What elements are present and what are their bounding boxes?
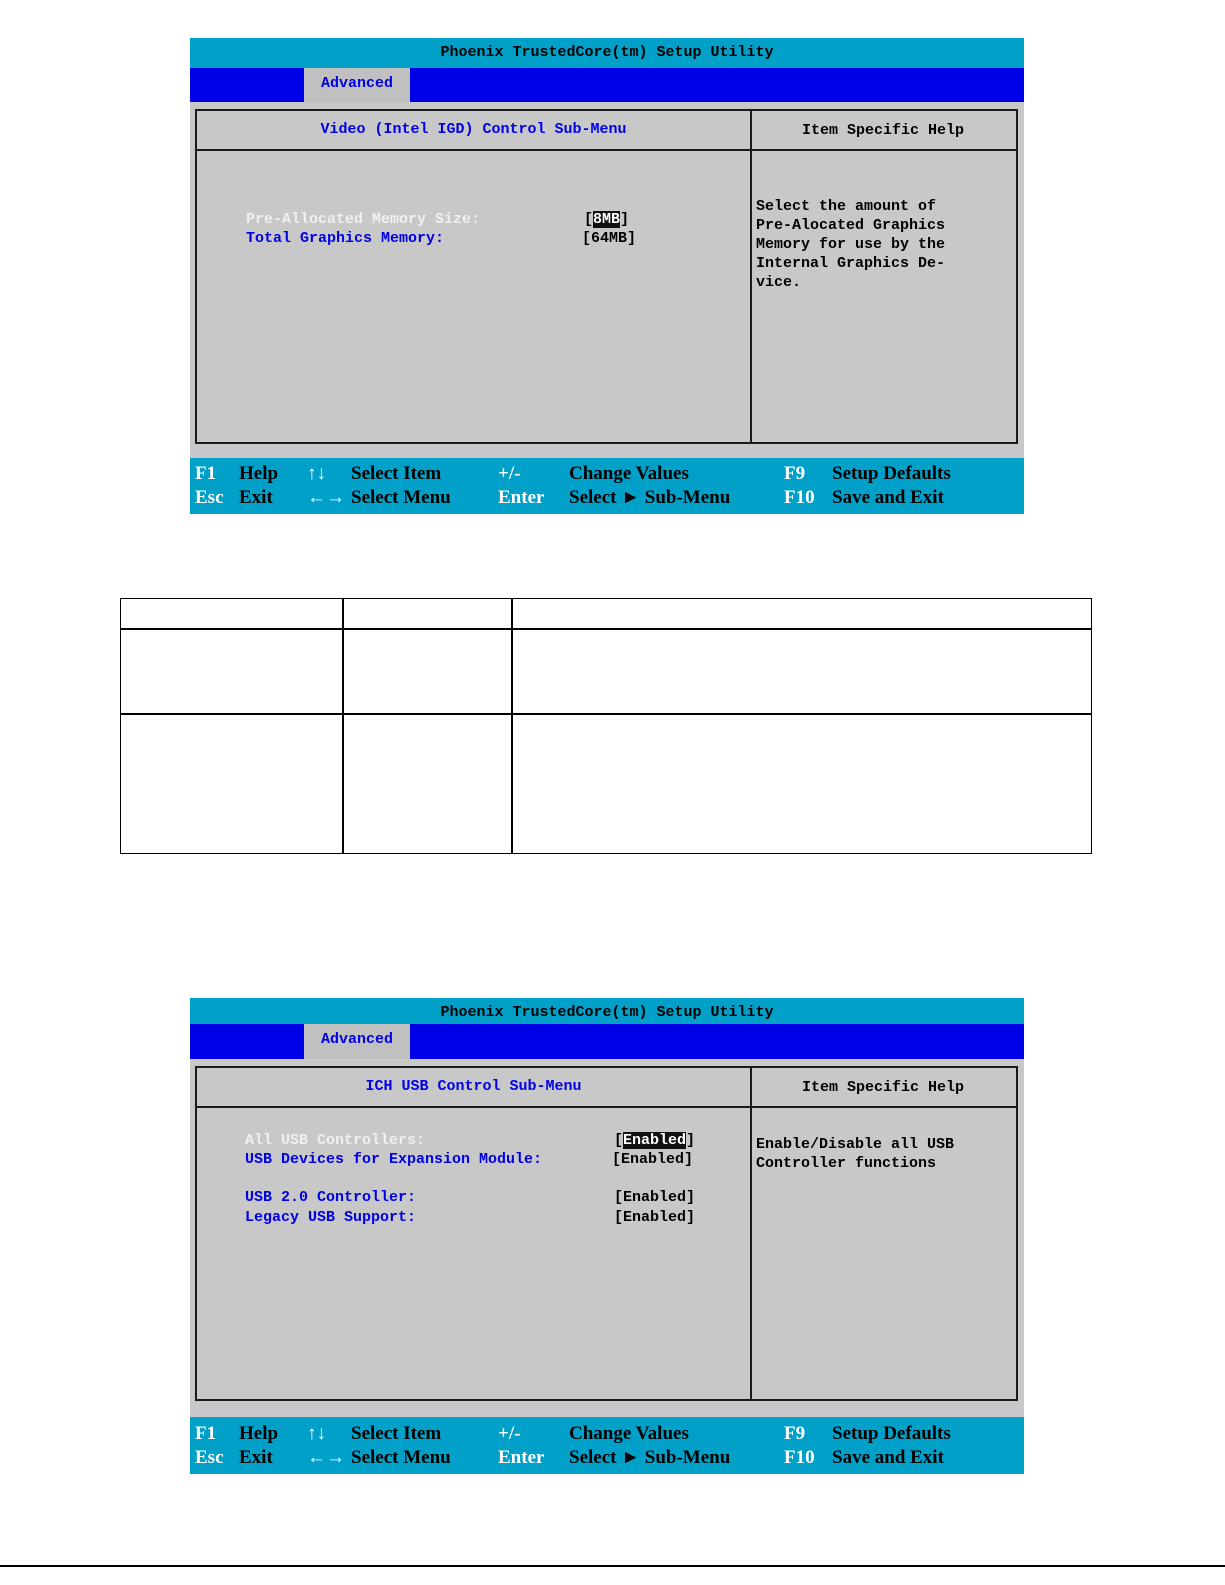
setting-value[interactable]: [Enabled] [612, 1151, 694, 1168]
key-f9: F9 [784, 463, 806, 484]
setting-label: Legacy USB Support: [245, 1209, 417, 1226]
key-select-item-desc: Select Item [351, 463, 442, 484]
key-help-desc: Help [239, 1423, 279, 1444]
key-f10: F10 [784, 487, 815, 508]
setting-value[interactable]: [Enabled] [614, 1132, 696, 1149]
key-change-values-desc: Change Values [569, 1423, 689, 1444]
key-legend-bar [190, 1417, 1024, 1474]
page-footer-rule [0, 1565, 1225, 1567]
key-legend-bar [190, 458, 1024, 514]
help-title: Item Specific Help [801, 122, 965, 139]
key-select-submenu-desc: Select ► Sub-Menu [569, 1447, 731, 1468]
key-select-menu-desc: Select Menu [351, 487, 451, 508]
table-row-divider [121, 713, 1091, 715]
submenu-title: Video (Intel IGD) Control Sub-Menu [320, 121, 627, 138]
key-leftright-arrows-icon: ←→ [307, 487, 345, 508]
key-f1: F1 [195, 1423, 217, 1444]
key-select-item-desc: Select Item [351, 1423, 442, 1444]
setting-label: Total Graphics Memory: [246, 230, 445, 247]
help-title: Item Specific Help [801, 1079, 965, 1096]
document-table [120, 598, 1092, 854]
menu-bar [190, 68, 1024, 102]
key-enter: Enter [498, 1447, 545, 1468]
key-esc: Esc [195, 487, 224, 508]
key-exit-desc: Exit [239, 487, 273, 508]
key-help-desc: Help [239, 463, 279, 484]
setting-total-graphics-memory[interactable] [246, 229, 646, 248]
tab-advanced[interactable]: Advanced [304, 1024, 410, 1059]
key-select-submenu-desc: Select ► Sub-Menu [569, 487, 731, 508]
utility-title: Phoenix TrustedCore(tm) Setup Utility [190, 998, 1024, 1024]
settings-panel [190, 102, 1024, 458]
tab-advanced[interactable]: Advanced [304, 68, 410, 102]
setting-value[interactable]: [Enabled] [614, 1209, 696, 1226]
key-save-exit-desc: Save and Exit [832, 487, 944, 508]
setting-value[interactable]: [64MB] [582, 230, 637, 247]
key-esc: Esc [195, 1447, 224, 1468]
setting-label: All USB Controllers: [245, 1132, 426, 1149]
key-setup-defaults-desc: Setup Defaults [832, 1423, 951, 1444]
key-select-menu-desc: Select Menu [351, 1447, 451, 1468]
key-leftright-arrows-icon: ←→ [307, 1447, 345, 1468]
setting-usb-devices-expansion-module[interactable] [245, 1150, 705, 1169]
utility-title: Phoenix TrustedCore(tm) Setup Utility [190, 38, 1024, 68]
submenu-title: ICH USB Control Sub-Menu [365, 1078, 582, 1095]
menu-bar [190, 1024, 1024, 1059]
setting-label: Pre-Allocated Memory Size: [246, 211, 481, 228]
key-enter: Enter [498, 487, 545, 508]
help-text: Enable/Disable all USB Controller functions [756, 1136, 955, 1172]
bios-screen-video [190, 38, 1024, 514]
key-updown-arrows-icon: ↑↓ [307, 1423, 326, 1444]
setting-value[interactable]: [8MB] [584, 211, 630, 228]
key-change-values-desc: Change Values [569, 463, 689, 484]
help-text: Select the amount of Pre-Alocated Graphics Memory for use by the Internal Graphics De- vice. [756, 198, 946, 291]
key-updown-arrows-icon: ↑↓ [307, 463, 326, 484]
panel-divider-horizontal [195, 149, 1018, 151]
key-setup-defaults-desc: Setup Defaults [832, 463, 951, 484]
setting-all-usb-controllers[interactable] [245, 1131, 705, 1150]
table-row-divider [121, 628, 1091, 630]
key-plus-minus: +/- [498, 463, 521, 484]
setting-value[interactable]: [Enabled] [614, 1189, 696, 1206]
panel-divider-vertical [750, 1066, 752, 1399]
key-f9: F9 [784, 1423, 806, 1444]
table-column-divider [342, 599, 344, 853]
key-save-exit-desc: Save and Exit [832, 1447, 944, 1468]
key-plus-minus: +/- [498, 1423, 521, 1444]
table-column-divider [511, 599, 513, 853]
key-exit-desc: Exit [239, 1447, 273, 1468]
setting-label: USB 2.0 Controller: [245, 1189, 417, 1206]
setting-usb-2-controller[interactable] [245, 1188, 705, 1207]
key-f10: F10 [784, 1447, 815, 1468]
settings-panel [190, 1059, 1024, 1417]
panel-divider-horizontal [195, 1106, 1018, 1108]
panel-frame [195, 1066, 1018, 1401]
key-f1: F1 [195, 463, 217, 484]
bios-screen-usb [190, 998, 1024, 1474]
setting-legacy-usb-support[interactable] [245, 1208, 705, 1227]
panel-divider-vertical [750, 109, 752, 442]
setting-pre-allocated-memory[interactable] [246, 210, 646, 229]
setting-label: USB Devices for Expansion Module: [245, 1151, 543, 1168]
